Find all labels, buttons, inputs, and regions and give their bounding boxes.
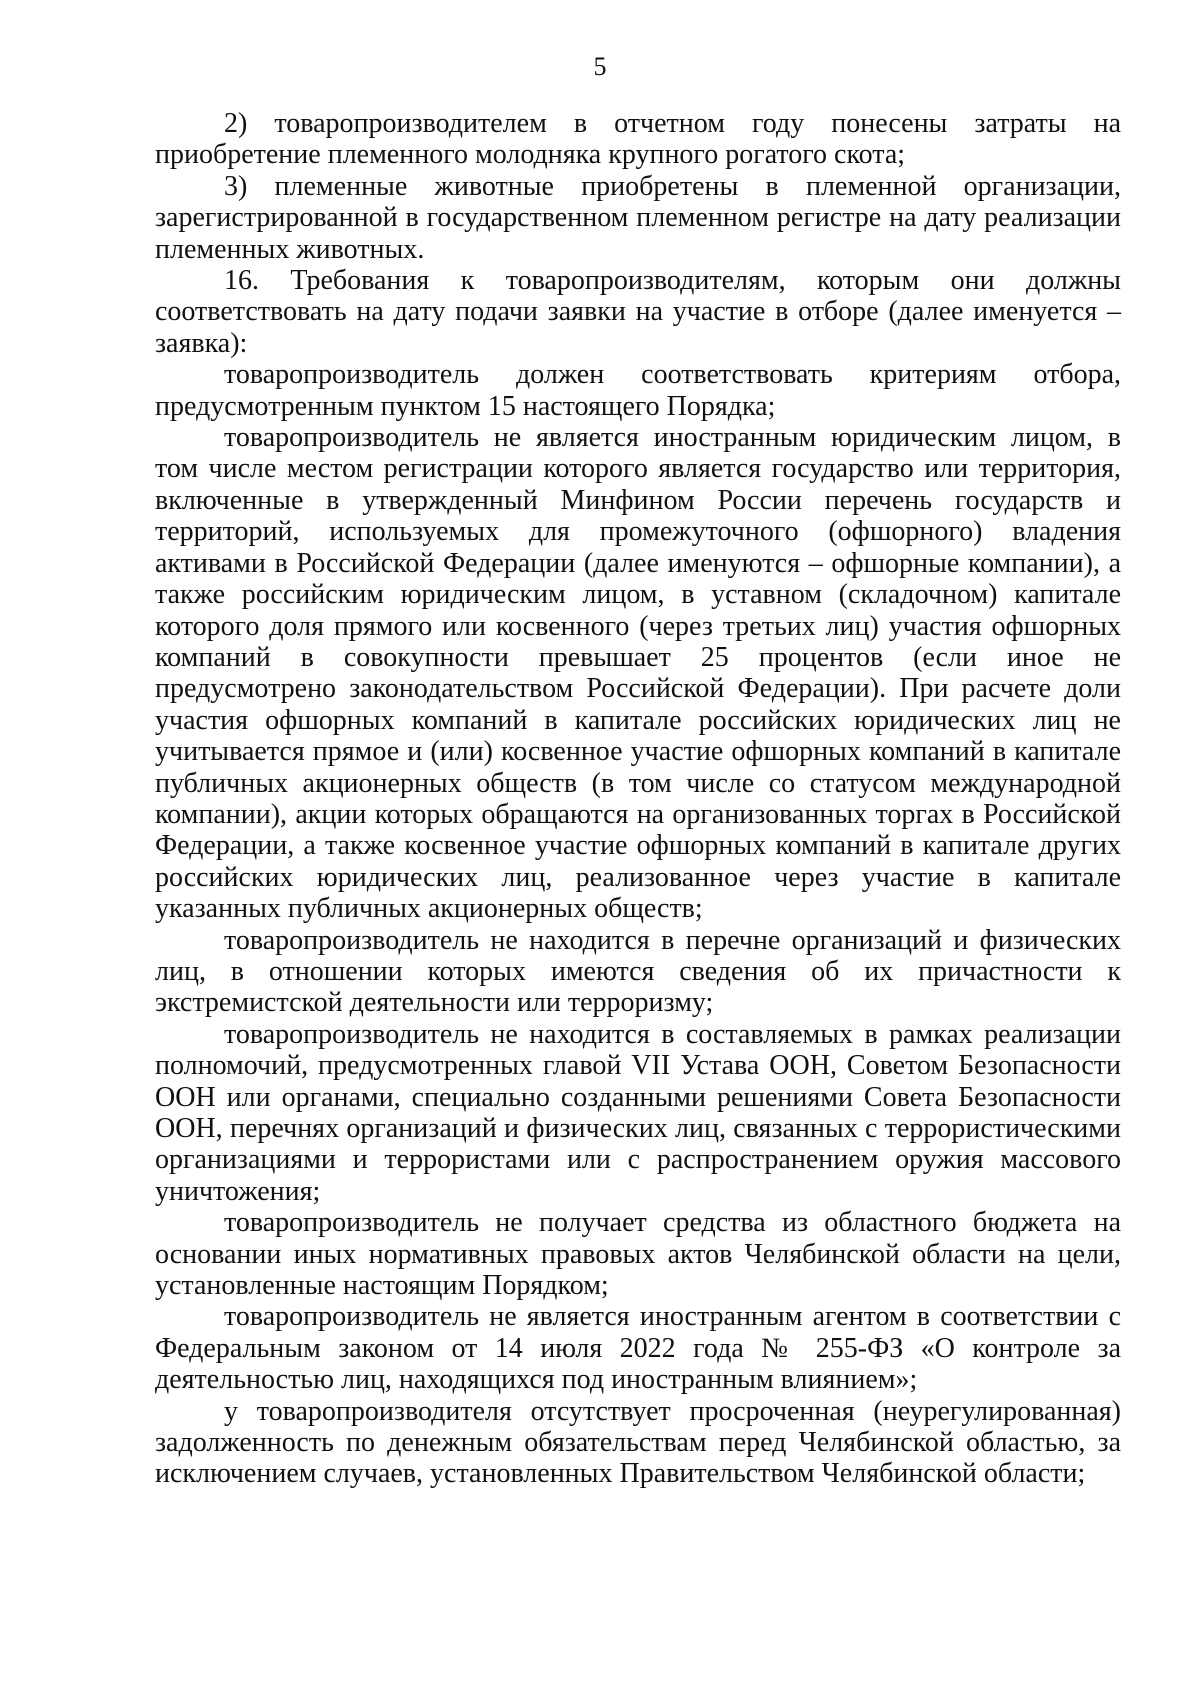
paragraph-requirement-debt: у товаропроизводителя отсутствует просроченная (неурегулированная) задолженность по денежным обязательствам перед Челябинской областью, за исключением случаев, установленных Правительством Челябинской области; xyxy=(155,1395,1121,1490)
paragraph-item-3: 3) племенные животные приобретены в племенной организации, зарегистрированной в государственном племенном регистре на дату реализации племенных животных. xyxy=(155,170,1121,265)
paragraph-requirement-extremism: товаропроизводитель не находится в перечне организаций и физических лиц, в отношении которых имеются сведения об их причастности к экстремистской деятельности или терроризму; xyxy=(155,924,1121,1019)
paragraph-section-16: 16. Требования к товаропроизводителям, которым они должны соответствовать на дату подачи заявки на участие в отборе (далее именуется – заявка): xyxy=(155,265,1121,359)
paragraph-requirement-foreign-agent: товаропроизводитель не является иностранным агентом в соответствии с Федеральным законом от 14 июля 2022 года № 255-ФЗ «О контроле за деятельностью лиц, находящихся под иностранным влиянием»; xyxy=(155,1301,1121,1396)
paragraph-requirement-offshore: товаропроизводитель не является иностранным юридическим лицом, в том числе местом регистрации которого является государство или территория, включенные в утвержденный Минфином России перечень государств и территорий, используемых для промежуточного (офшорного) владения активами в Российской Федерации (далее именуются – офшорные компании), а также российским юридическим лицом, в уставном (складочном) капитале которого доля прямого или косвенного (через третьих лиц) участия офшорных компаний в совокупности превышает 25 процентов (если иное не предусмотрено законодательством Российской Федерации). При расчете доли участия офшорных компаний в капитале российских юридических лиц не учитывается прямое и (или) косвенное участие офшорных компаний в капитале публичных акционерных обществ (в том числе со статусом международной компании), акции которых обращаются на организованных торгах в Российской Федерации, а также косвенное участие офшорных компаний в капитале других российских юридических лиц, реализованное через участие в капитале указанных публичных акционерных обществ; xyxy=(155,422,1121,925)
paragraph-requirement-criteria: товаропроизводитель должен соответствовать критериям отбора, предусмотренным пунктом 15 настоящего Порядка; xyxy=(155,359,1121,422)
paragraph-item-2: 2) товаропроизводителем в отчетном году понесены затраты на приобретение племенного молодняка крупного рогатого скота; xyxy=(155,108,1121,171)
paragraph-requirement-budget: товаропроизводитель не получает средства из областного бюджета на основании иных нормативных правовых актов Челябинской области на цели, установленные настоящим Порядком; xyxy=(155,1207,1121,1302)
paragraph-requirement-un-lists: товаропроизводитель не находится в составляемых в рамках реализации полномочий, предусмотренных главой VII Устава ООН, Советом Безопасности ООН или органами, специально созданными решениями Совета Безопасности ООН, перечнях организаций и физических лиц, связанных с террористическими организациями и террористами или с распространением оружия массового уничтожения; xyxy=(155,1018,1121,1207)
page-number: 5 xyxy=(593,52,607,81)
document-body xyxy=(155,108,1121,1490)
